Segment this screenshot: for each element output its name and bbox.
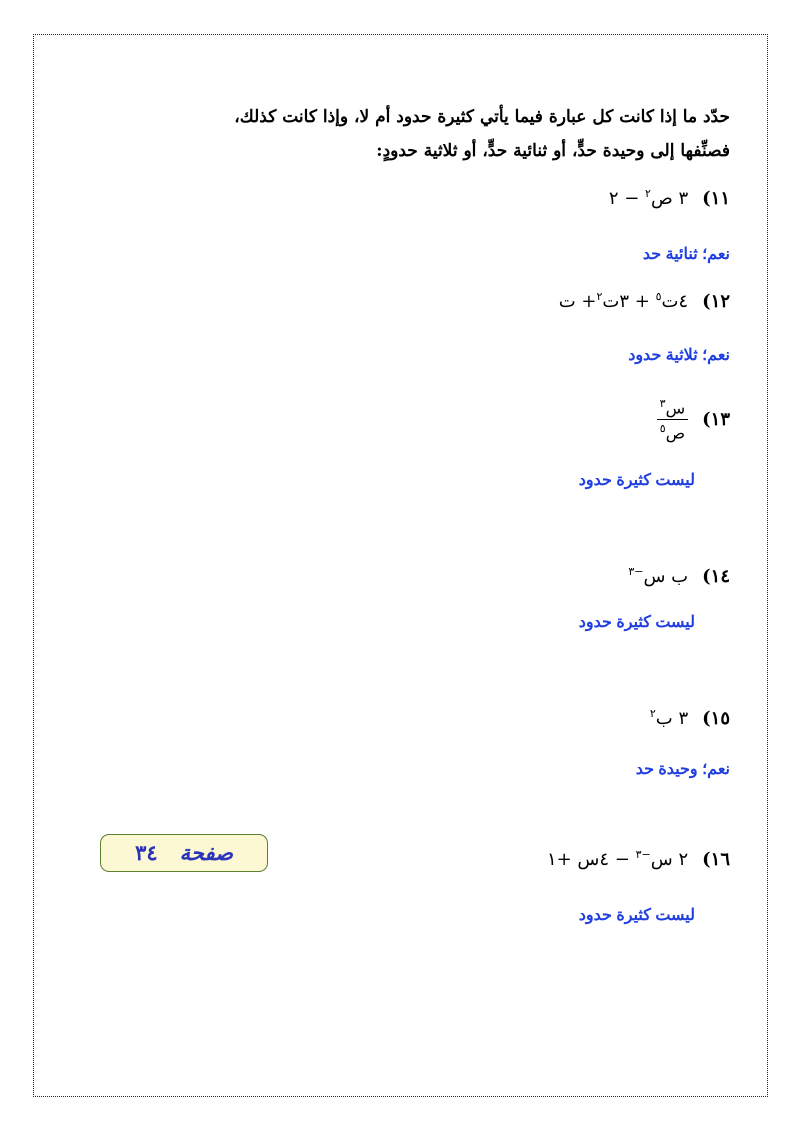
denominator: ص xyxy=(665,423,686,443)
exponent: −٣ xyxy=(628,565,644,578)
term: ٣ ب xyxy=(655,708,689,729)
term: − ٤س +١ xyxy=(546,849,636,870)
question-number: ١٤) xyxy=(702,566,730,587)
term: ٤ت xyxy=(661,291,689,312)
term: − ٢ xyxy=(608,188,646,209)
answer-16: ليست كثيرة حدود xyxy=(578,907,695,924)
question-number: ١٣) xyxy=(702,408,730,430)
question-16 xyxy=(547,848,730,870)
term: ٣ ص xyxy=(650,188,689,209)
question-13 xyxy=(657,397,730,443)
numerator: س xyxy=(665,398,686,418)
page-number: ٣٤ xyxy=(135,840,158,865)
answer-14: ليست كثيرة حدود xyxy=(578,614,695,631)
question-15 xyxy=(650,707,730,729)
term: + ٣ت xyxy=(602,291,656,312)
answer-11: نعم؛ ثنائية حد xyxy=(642,246,730,263)
page-number-badge xyxy=(100,834,268,872)
exponent: ٥ xyxy=(655,290,662,303)
exponent: ٢ xyxy=(649,707,656,720)
answer-12: نعم؛ ثلاثية حدود xyxy=(628,347,730,364)
question-12 xyxy=(559,290,730,312)
question-number: ١٥) xyxy=(702,708,730,729)
question-number: ١٢) xyxy=(702,291,730,312)
term: ٢ س xyxy=(650,849,689,870)
exponent: −٣ xyxy=(635,848,651,861)
question-14 xyxy=(628,565,730,587)
question-number: ١١) xyxy=(702,188,730,209)
question-11 xyxy=(609,187,730,209)
exponent: ٥ xyxy=(659,422,666,436)
instructions-text: حدّد ما إذا كانت كل عبارة فيما يأتي كثيرة حدود أم لا، وإذا كانت كذلك، فصنِّفها إلى وحيدة حدٍّ، أو ثنائية حدٍّ، أو ثلاثية حدودٍ: xyxy=(234,107,730,161)
fraction xyxy=(657,397,688,443)
exponent: ٢ xyxy=(645,187,651,200)
page-label: صفحة xyxy=(179,840,233,865)
term: ب س xyxy=(643,566,689,587)
question-number: ١٦) xyxy=(702,849,730,870)
term: + ت xyxy=(558,291,597,312)
answer-15: نعم؛ وحيدة حد xyxy=(635,761,730,778)
answer-13: ليست كثيرة حدود xyxy=(578,472,695,489)
exponent: ٢ xyxy=(596,290,603,303)
exponent: ٣ xyxy=(659,397,666,410)
